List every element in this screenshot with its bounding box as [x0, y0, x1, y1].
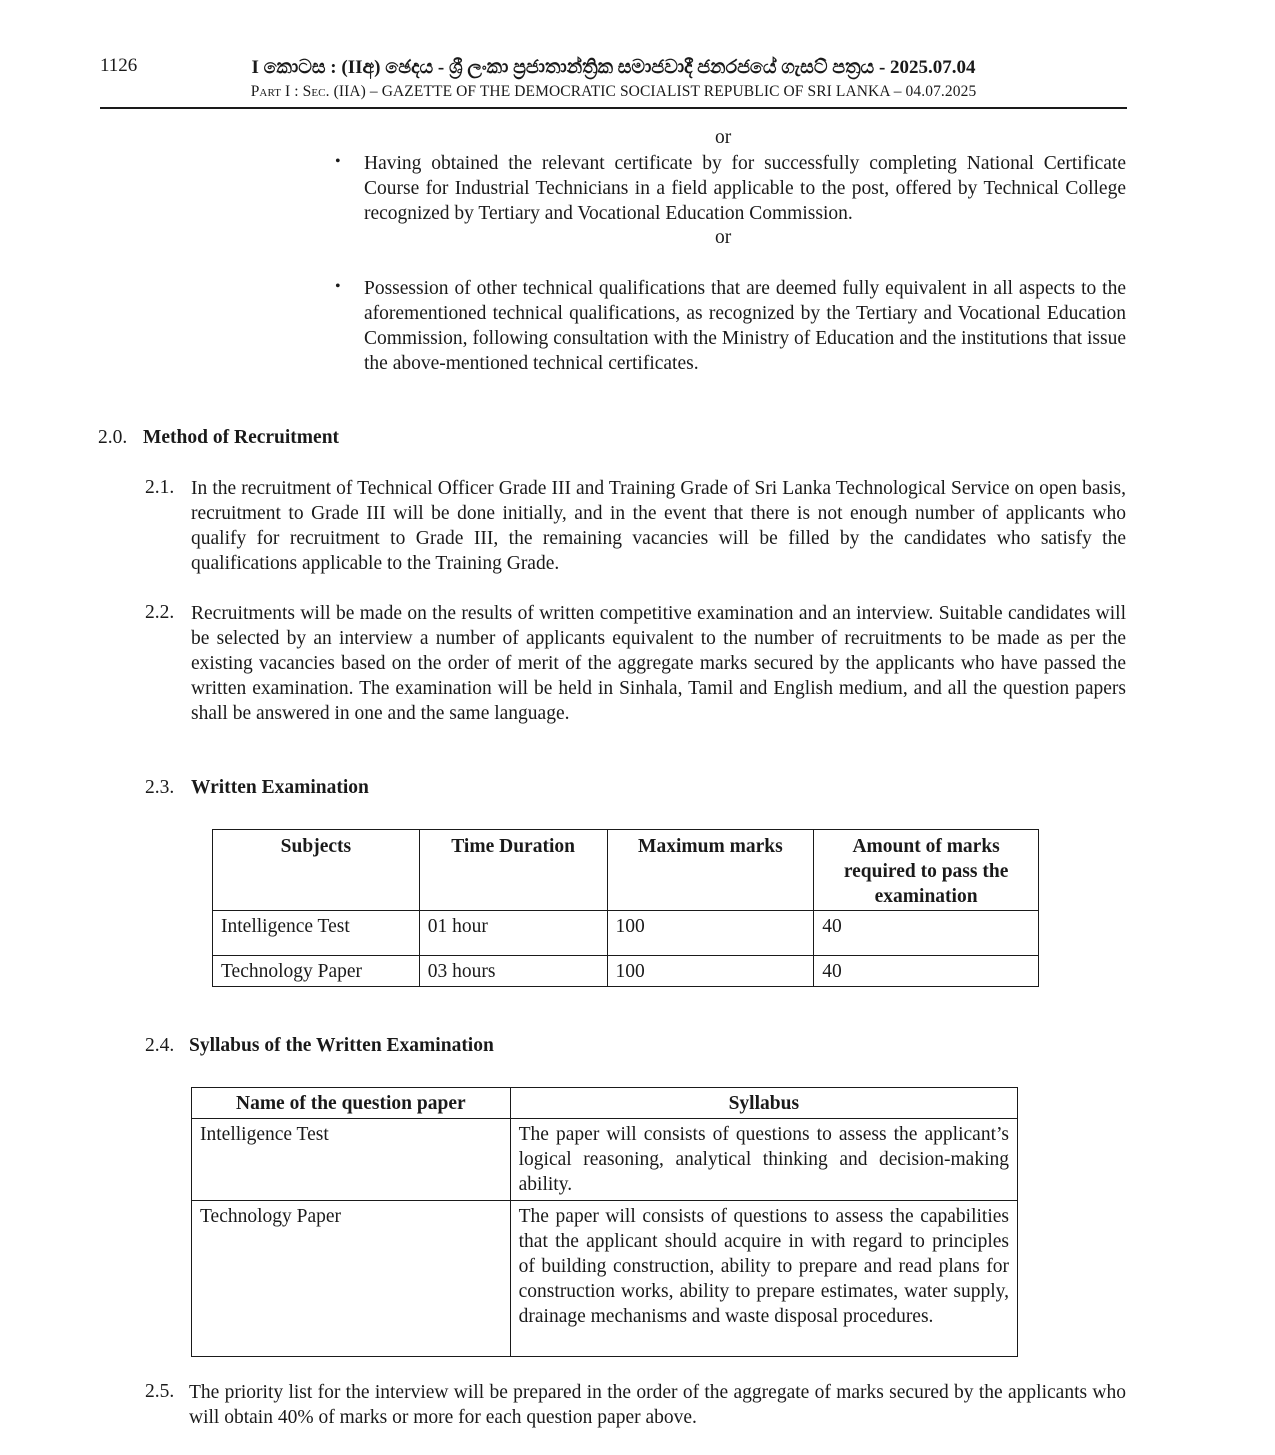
table-cell: Technology Paper — [213, 956, 420, 987]
table-header-row — [192, 1088, 1018, 1119]
table-cell: Intelligence Test — [213, 911, 420, 956]
bullet-icon: • — [335, 278, 341, 295]
table-cell: 100 — [607, 911, 814, 956]
table-cell: The paper will consists of questions to assess the applicant’s logical reasoning, analytical thinking and decision-making ability. — [510, 1119, 1017, 1201]
header-rule — [100, 107, 1127, 109]
table-header-cell: Syllabus — [510, 1088, 1017, 1119]
table-header-row — [213, 830, 1039, 911]
section-heading: Method of Recruitment — [143, 427, 340, 448]
gazette-title-rest: (IIA) – GAZETTE OF THE DEMOCRATIC SOCIALIST REPUBLIC OF SRI LANKA – 04.07.2025 — [333, 83, 977, 100]
clause-text-2-2: Recruitments will be made on the results of written competitive examination and an interview. Suitable candidates will be selected by an interview a number of applicants equivalent to the number of recruitments to be made as per the existing vacancies based on the order of merit of the aggregate marks secured by the applicants who have passed the written examination. The examination will be held in Sinhala, Tamil and English medium, and all the question papers shall be answered in one and the same language. — [191, 603, 1126, 724]
table-row — [192, 1119, 1018, 1201]
table-cell: 40 — [814, 956, 1039, 987]
bullet-icon: • — [335, 153, 341, 170]
table-cell: 03 hours — [419, 956, 607, 987]
clause-text-2-1: In the recruitment of Technical Officer Grade III and Training Grade of Sri Lanka Technological Service on open basis, recruitment to Grade III will be done initially, and in the event that there is not enough number of applicants who qualify for recruitment to Grade III, the remaining vacancies will be filled by the candidates who satisfy the qualifications applicable to the Training Grade. — [191, 478, 1126, 574]
table-header-cell: Amount of marks required to pass the examination — [814, 830, 1039, 911]
table-header-cell: Subjects — [213, 830, 420, 911]
clause-text-2-5: The priority list for the interview will be prepared in the order of the aggregate of marks secured by the applicants who will obtain 40% of marks or more for each question paper above. — [189, 1382, 1126, 1428]
table-header-cell: Name of the question paper — [192, 1088, 511, 1119]
table-cell: Technology Paper — [192, 1201, 511, 1357]
clause-number-2-1: 2.1. — [145, 477, 175, 498]
section-number: 2.0. — [98, 427, 128, 448]
gazette-part-label: Part I : Sec. — [250, 83, 330, 100]
clause-number-2-4: 2.4. — [145, 1035, 175, 1056]
table-header-cell: Time Duration — [419, 830, 607, 911]
qualification-bullet-2: Possession of other technical qualifications that are deemed fully equivalent in all aspects to the aforementioned technical qualifications, as recognized by the Tertiary and Vocational Education Commission, following consultation with the Ministry of Education and the institutions that issue the above-mentioned technical certificates. — [364, 278, 1126, 374]
page-number: 1126 — [100, 55, 138, 76]
or-separator-1: or — [715, 127, 732, 148]
syllabus-table — [191, 1087, 1018, 1357]
written-exam-table — [212, 829, 1039, 987]
clause-heading-2-4: Syllabus of the Written Examination — [189, 1035, 494, 1056]
qualification-bullet-1: Having obtained the relevant certificate by for successfully completing National Certificate Course for Industrial Technicians in a field applicable to the post, offered by Technical College recognized by Tertiary and Vocational Education Commission. — [364, 153, 1126, 224]
or-separator-2: or — [715, 227, 732, 248]
table-cell: 40 — [814, 911, 1039, 956]
clause-number-2-5: 2.5. — [145, 1381, 175, 1402]
gazette-title-english — [0, 83, 1227, 101]
table-row — [192, 1201, 1018, 1357]
table-cell: 01 hour — [419, 911, 607, 956]
table-row — [213, 956, 1039, 987]
clause-heading-2-3: Written Examination — [191, 777, 369, 798]
clause-number-2-2: 2.2. — [145, 602, 175, 623]
gazette-title-sinhala: I කොටස : (IIඅ) ඡෙදය - ශ්‍රී ලංකා ප්‍රජාතාන්ත්‍රික සමාජවාදී ජනරජයේ ගැසට් පත්‍රය - 2025.07.04 — [251, 57, 976, 78]
clause-number-2-3: 2.3. — [145, 777, 175, 798]
table-row — [213, 911, 1039, 956]
table-cell: Intelligence Test — [192, 1119, 511, 1201]
table-cell: 100 — [607, 956, 814, 987]
table-header-cell: Maximum marks — [607, 830, 814, 911]
table-cell: The paper will consists of questions to assess the capabilities that the applicant should acquire in with regard to principles of building construction, ability to prepare and read plans for construction works, ability to prepare estimates, water supply, drainage mechanisms and waste disposal procedures. — [510, 1201, 1017, 1357]
